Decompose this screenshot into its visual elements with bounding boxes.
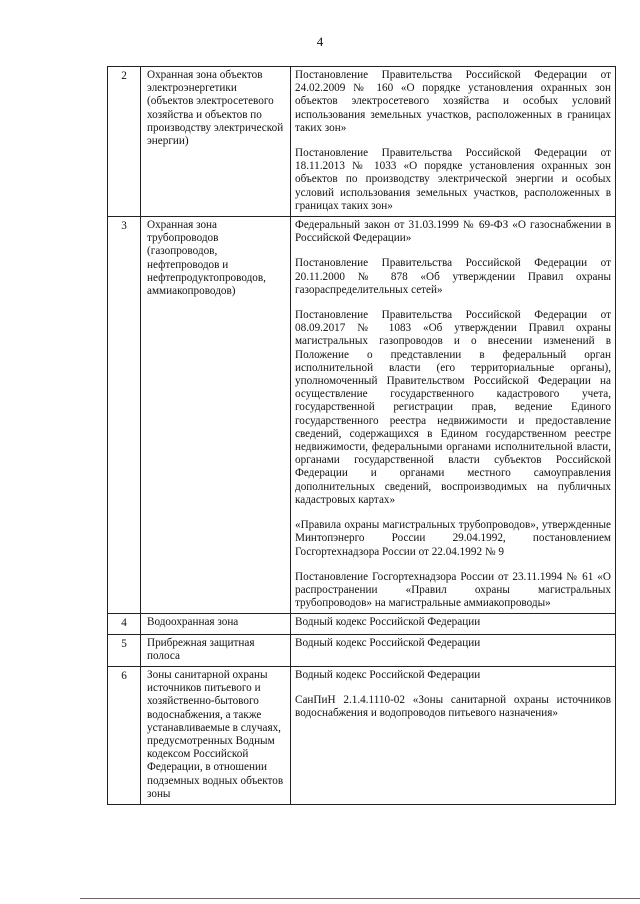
legal-acts-cell xyxy=(291,666,616,804)
legal-acts-cell xyxy=(291,634,616,666)
table-row xyxy=(108,614,616,634)
zone-name: Водоохранная зона xyxy=(141,614,291,634)
table-row xyxy=(108,634,616,666)
page-bottom-rule xyxy=(80,898,640,899)
table-row xyxy=(108,217,616,614)
legal-act: Постановление Правительства Российской Федерации от 08.09.2017 № 1083 «Об утверждении Правил охраны магистральных газопроводов и о внесении изменений в Положение о представлении в федеральный орган исполнительной власти (его территориальные органы), уполномоченный Правительством Российской Федерации на осуществление государственного кадастрового учета, государственной регистрации прав, ведение Единого государственного реестра недвижимости и предоставление сведений, содержащихся в Едином государственном реестре недвижимости, федеральными органами исполнительной власти, органами государственной власти субъектов Российской Федерации и органами местного самоуправления дополнительных сведений, воспроизводимых на публичных кадастровых картах» xyxy=(295,309,611,506)
legal-act: «Правила охраны магистральных трубопроводов», утвержденные Минтопэнерго России 29.04.1992, постановлением Госгортехнадзора России от 22.04.1992 № 9 xyxy=(295,519,611,558)
legal-acts-cell xyxy=(291,614,616,634)
row-number: 3 xyxy=(108,217,141,614)
legal-basis-table xyxy=(107,66,616,805)
zone-name: Охранная зона трубопроводов (газопроводов, нефтепроводов и нефтепродуктопроводов, аммиакопроводов) xyxy=(141,217,291,614)
legal-acts-cell xyxy=(291,67,616,217)
row-number: 2 xyxy=(108,67,141,217)
legal-act: Водный кодекс Российской Федерации xyxy=(295,668,481,681)
page-number: 4 xyxy=(316,34,324,49)
zone-name: Прибрежная защитная полоса xyxy=(141,634,291,666)
legal-act: Постановление Правительства Российской Федерации от 18.11.2013 № 1033 «О порядке установления охранных зон объектов по производству электрической энергии и особых условий использования земельных участков, расположенных в границах таких зон» xyxy=(295,147,611,212)
zone-name: Зоны санитарной охраны источников питьевого и хозяйственно-бытового водоснабжения, а также устанавливаемые в случаях, предусмотренных Водным кодексом Российской Федерации, в отношении подземных водных объектов зоны xyxy=(141,666,291,804)
legal-act: Водный кодекс Российской Федерации xyxy=(295,616,481,629)
row-number: 5 xyxy=(108,634,141,666)
table-row xyxy=(108,67,616,217)
legal-act: Водный кодекс Российской Федерации xyxy=(295,636,481,649)
legal-act: Постановление Правительства Российской Федерации от 24.02.2009 № 160 «О порядке установления охранных зон объектов электросетевого хозяйства и особых условий использования земельных участков, расположенных в границах таких зон» xyxy=(295,69,611,134)
legal-act: СанПиН 2.1.4.1110-02 «Зоны санитарной охраны источников водоснабжения и водопроводов питьевого назначения» xyxy=(295,694,611,720)
legal-act: Постановление Правительства Российской Федерации от 20.11.2000 № 878 «Об утверждении Правил охраны газораспределительных сетей» xyxy=(295,257,611,296)
table-row xyxy=(108,666,616,804)
legal-act: Федеральный закон от 31.03.1999 № 69-ФЗ «О газоснабжении в Российской Федерации» xyxy=(295,219,611,245)
row-number: 6 xyxy=(108,666,141,804)
legal-act: Постановление Госгортехнадзора России от 23.11.1994 № 61 «О распространении «Правил охраны магистральных трубопроводов» на магистральные аммиакопроводы» xyxy=(295,570,611,610)
row-number: 4 xyxy=(108,614,141,634)
zone-name: Охранная зона объектов электроэнергетики (объектов электросетевого хозяйства и объектов по производству электрической энергии) xyxy=(141,67,291,217)
legal-acts-cell xyxy=(291,217,616,614)
